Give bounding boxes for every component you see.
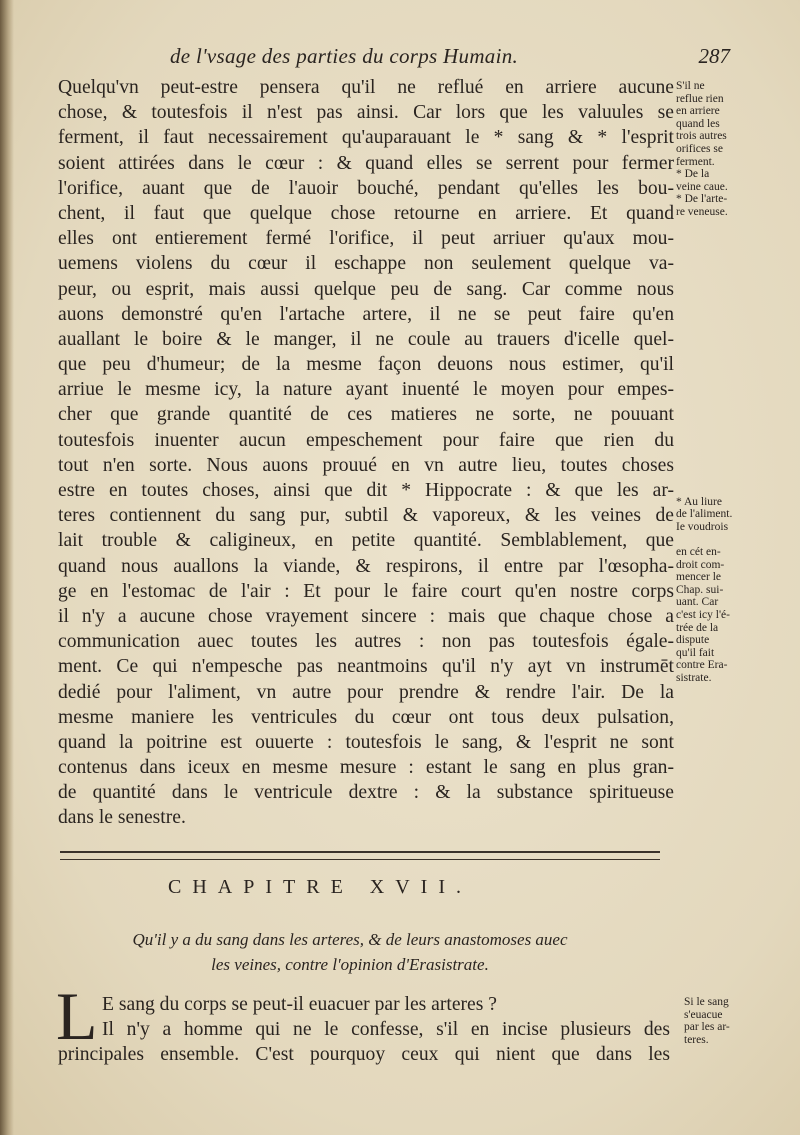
margin-note-line: s'euacue bbox=[684, 1008, 723, 1021]
margin-note-line bbox=[676, 344, 772, 357]
margin-note-line: droit com- bbox=[676, 558, 725, 571]
margin-note-line: dispute bbox=[676, 634, 710, 647]
margin-note-line: mencer le bbox=[676, 571, 722, 584]
chapter-subtitle bbox=[40, 927, 660, 977]
margin-note-line: contre Era- bbox=[676, 659, 728, 672]
chapter-separator-rule bbox=[60, 851, 660, 860]
main-text-block bbox=[58, 75, 674, 831]
margin-note-line bbox=[676, 244, 772, 257]
text-line: auallant le boire & le manger, il ne coule au trauers d'icelle quel- bbox=[58, 328, 674, 350]
text-line: chent, il faut que quelque chose retourne en arriere. Et quand bbox=[58, 202, 674, 224]
running-title: de l'vsage des parties du corps Humain. bbox=[170, 44, 519, 68]
margin-note-line bbox=[676, 294, 772, 307]
margin-note-line: Si le sang bbox=[684, 996, 729, 1008]
margin-note-line bbox=[676, 407, 772, 420]
margin-note-line bbox=[676, 269, 772, 282]
text-line: Il n'y a homme qui ne le confesse, s'il en incise plusieurs des bbox=[102, 1019, 670, 1041]
page-number: 287 bbox=[698, 44, 730, 68]
text-line: quand la poitrine est ouuerte : toutesfois le sang, & l'esprit ne sont bbox=[58, 731, 674, 753]
margin-note-line: teres. bbox=[684, 1033, 709, 1046]
margin-note-line bbox=[676, 282, 772, 295]
margin-note-line: par les ar- bbox=[684, 1021, 730, 1034]
margin-note-line bbox=[676, 332, 772, 345]
margin-note-line bbox=[676, 445, 772, 458]
text-line: uemens violens du cœur il eschappe non seulement quelque va- bbox=[58, 253, 674, 275]
margin-note-line bbox=[676, 307, 772, 320]
margin-note-line: re veneuse. bbox=[676, 205, 728, 218]
book-spine-shadow bbox=[0, 0, 14, 1135]
chapter-title: CHAPITRE XVII. bbox=[168, 876, 472, 898]
margin-note-line: Ie voudrois bbox=[676, 520, 729, 533]
text-line: communication auec toutes les autres : non pas toutesfois égale- bbox=[58, 631, 674, 653]
text-line: contenus dans iceux en mesme mesure : estant le sang en plus gran- bbox=[58, 757, 674, 779]
text-line: estre en toutes choses, ainsi que dit * Hippocrate : & que les ar- bbox=[58, 480, 674, 501]
margin-note-line bbox=[676, 256, 772, 269]
margin-note-line: * De l'arte- bbox=[676, 193, 728, 206]
text-line: E sang du corps se peut-il euacuer par les arteres ? bbox=[102, 994, 497, 1015]
margin-note-line bbox=[676, 370, 772, 383]
margin-note-line: ferment. bbox=[676, 155, 715, 168]
margin-note-line bbox=[676, 382, 772, 395]
text-line: cher que grande quantité de ces matieres ne sorte, ne pouuant bbox=[58, 404, 674, 426]
margin-note-line bbox=[676, 357, 772, 370]
text-line: l'orifice, auant que de l'auoir bouché, pendant qu'elles les bou- bbox=[58, 177, 674, 199]
margin-note-line: sistrate. bbox=[676, 671, 712, 684]
margin-note-line: trée de la bbox=[676, 621, 719, 634]
margin-note-line: S'il ne bbox=[676, 80, 705, 92]
text-line: dans le senestre. bbox=[58, 807, 186, 829]
margin-note-line: reflue rien bbox=[676, 92, 724, 105]
text-line: ferment, il faut necessairement qu'auparauant le * sang & * l'esprit bbox=[58, 127, 674, 149]
margin-note-line bbox=[676, 458, 772, 471]
margin-note-line: qu'il fait bbox=[676, 646, 715, 659]
page-header bbox=[170, 44, 730, 74]
margin-note-line: en arriere bbox=[676, 105, 720, 118]
margin-note-line bbox=[676, 433, 772, 446]
margin-note-line: Chap. sui- bbox=[676, 583, 724, 596]
text-line: tout n'en sorte. Nous auons prouué en vn autre lieu, toutes choses bbox=[58, 454, 674, 476]
margin-note-line: * De la bbox=[676, 168, 710, 181]
text-line: Quelqu'vn peut-estre pensera qu'il ne reflué en arriere aucune bbox=[58, 77, 674, 98]
margin-note-line bbox=[676, 395, 772, 408]
text-line: que peu d'humeur; de la mesme façon deuons nous estimer, qu'il bbox=[58, 354, 674, 376]
margin-note-line: de l'aliment. bbox=[676, 508, 733, 521]
text-line: teres contiennent du sang pur, subtil & vaporeux, & les veines de bbox=[58, 505, 674, 527]
margin-notes bbox=[676, 80, 772, 685]
text-line: il n'y a aucune chose vrayement sincere : mais que chaque chose a bbox=[58, 605, 674, 627]
text-line: peur, ou esprit, mais aussi quelque peu de sang. Car comme nous bbox=[58, 278, 674, 300]
margin-note-line: en cét en- bbox=[676, 545, 721, 558]
text-line: mesme maniere les ventricules du cœur ont tous deux pulsation, bbox=[58, 706, 674, 728]
text-line: toutesfois inuenter aucun empeschement pour faire que rien du bbox=[58, 429, 674, 451]
margin-note-line: uant. Car bbox=[676, 596, 719, 609]
margin-note-line bbox=[676, 231, 772, 244]
chapter-margin-note bbox=[684, 996, 774, 1046]
chapter-text-block bbox=[58, 992, 670, 1068]
margin-note-line bbox=[676, 219, 772, 232]
text-line: chose, & toutesfois il n'est pas ainsi. Car lors que les valuules se bbox=[58, 102, 674, 124]
margin-note-line: trois autres bbox=[676, 130, 727, 143]
margin-note-line bbox=[676, 319, 772, 332]
margin-note-line: orifices se bbox=[676, 142, 723, 155]
text-line: elles ont entierement fermé l'orifice, il peut arriuer qu'aux mou- bbox=[58, 228, 674, 250]
chapter-subtitle-line: les veines, contre l'opinion d'Erasistrate. bbox=[211, 955, 489, 974]
margin-note-line bbox=[676, 533, 772, 546]
margin-note-line: c'est icy l'é- bbox=[676, 608, 730, 621]
margin-note-line bbox=[676, 420, 772, 433]
text-line: auons demonstré qu'en l'artache artere, il ne se peut faire qu'en bbox=[58, 303, 674, 325]
text-line: lait trouble & caligineux, en petite quantité. Semblablement, que bbox=[58, 530, 674, 552]
margin-note-line: veine caue. bbox=[676, 180, 728, 193]
text-line: principales ensemble. C'est pourquoy ceux qui nient que dans les bbox=[58, 1044, 670, 1066]
text-line: arriue le mesme icy, la nature ayant inuenté le moyen pour empes- bbox=[58, 379, 674, 401]
margin-note-line: * Au liure bbox=[676, 495, 722, 508]
margin-note-line bbox=[676, 483, 772, 496]
drop-cap: L bbox=[56, 978, 98, 1054]
margin-note-line bbox=[676, 470, 772, 483]
text-line: ge en l'estomac de l'air : Et pour le faire court qu'en nostre corps bbox=[58, 580, 674, 602]
text-line: de quantité dans le ventricule dextre : & la substance spiritueuse bbox=[58, 782, 674, 804]
margin-note-line: quand les bbox=[676, 117, 720, 130]
chapter-subtitle-line: Qu'il y a du sang dans les arteres, & de leurs anastomoses auec bbox=[132, 930, 568, 949]
text-line: ment. Ce qui n'empesche pas neantmoins qu'il n'y ayt vn instrumēt bbox=[58, 656, 674, 678]
text-line: quand nous auallons la viande, & respirons, il entre par l'œsopha- bbox=[58, 555, 674, 577]
text-line: dedié pour l'aliment, vn autre pour prendre & rendre l'air. De la bbox=[58, 681, 674, 703]
text-line: soient attirées dans le cœur : & quand elles se serrent pour fermer bbox=[58, 152, 674, 174]
